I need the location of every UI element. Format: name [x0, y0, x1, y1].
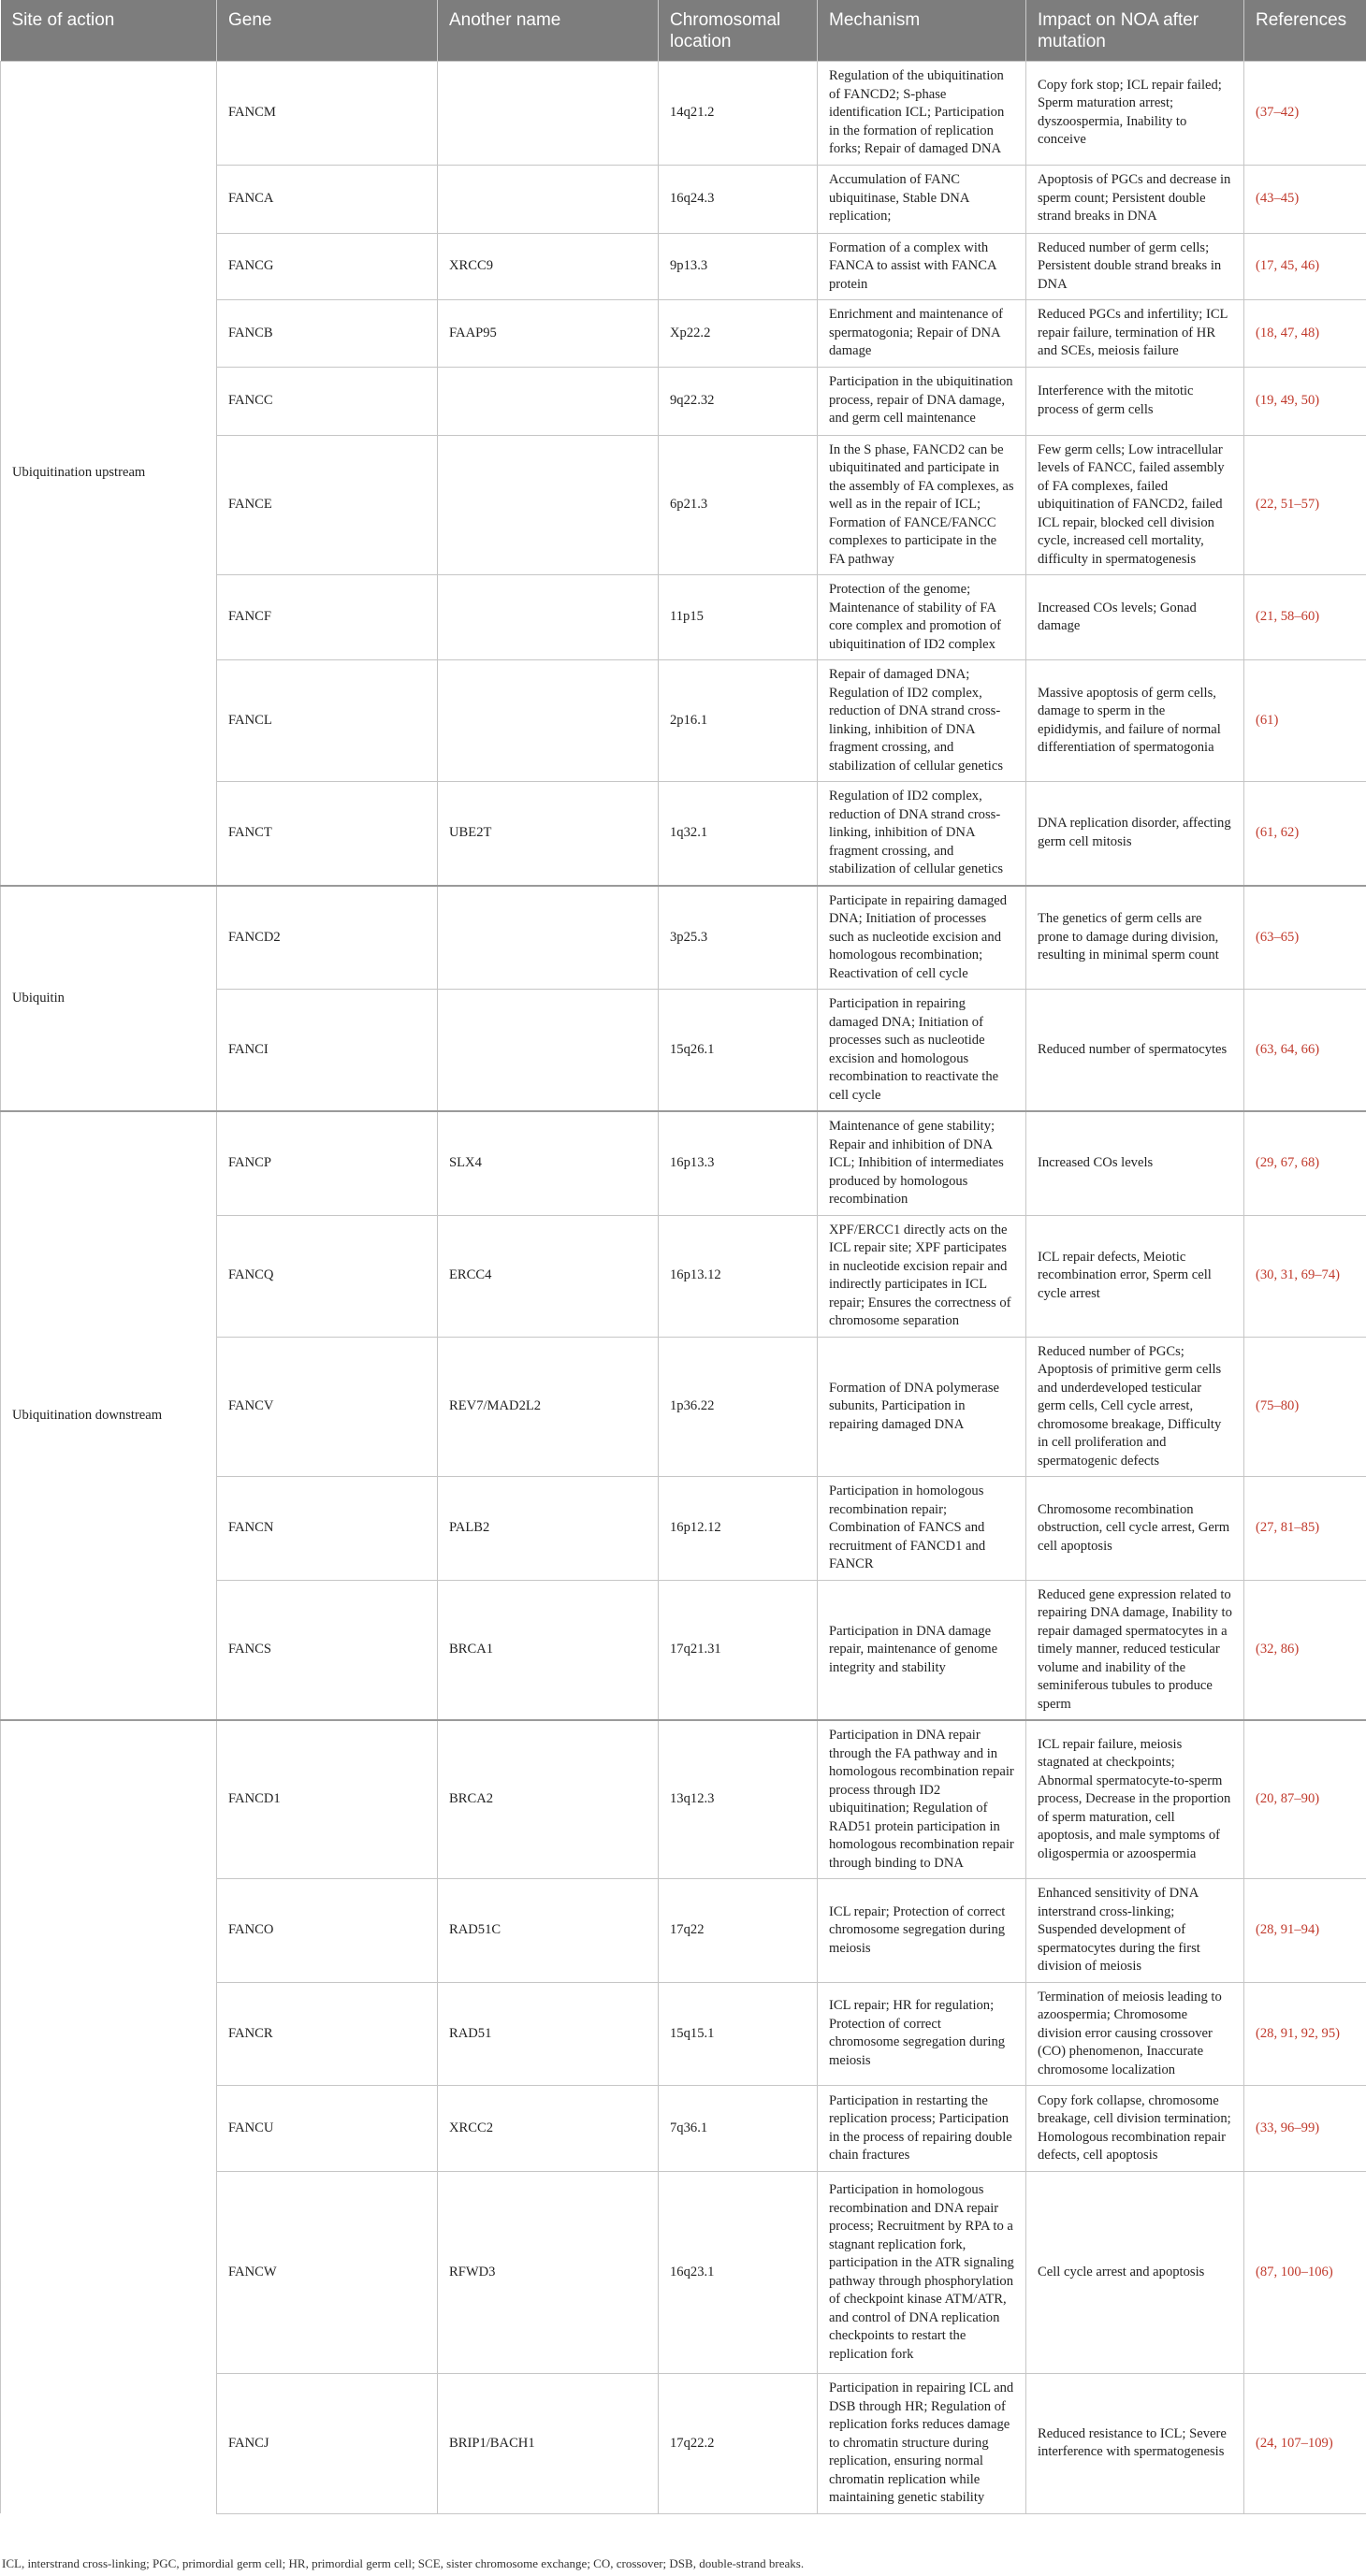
- impact-cell: Reduced number of spermatocytes: [1026, 990, 1244, 1112]
- site-of-action-cell: Ubiquitin: [1, 886, 217, 1112]
- location-cell: 17q22: [659, 1879, 818, 1983]
- gene-cell: FANCU: [217, 2086, 438, 2172]
- gene-cell: FANCA: [217, 165, 438, 233]
- mechanism-cell: Accumulation of FANC ubiquitinase, Stable DNA replication;: [818, 165, 1026, 233]
- another-name-cell: XRCC2: [438, 2086, 659, 2172]
- references-cell: (63, 64, 66): [1244, 990, 1366, 1112]
- table-footnote: ICL, interstrand cross-linking; PGC, primordial germ cell; HR, primordial germ cell; SCE, sister chromosome exchange; CO, crossover; DSB, double-strand breaks.: [2, 2556, 805, 2570]
- mechanism-cell: Participation in the ubiquitination process, repair of DNA damage, and germ cell maintenance: [818, 367, 1026, 435]
- mechanism-cell: Formation of a complex with FANCA to assist with FANCA protein: [818, 233, 1026, 300]
- table-row: [1, 62, 1366, 166]
- gene-cell: FANCI: [217, 990, 438, 1112]
- another-name-cell: [438, 990, 659, 1112]
- mechanism-cell: Participate in repairing damaged DNA; Initiation of processes such as nucleotide excision and homologous recombination; Reactivation of cell cycle: [818, 886, 1026, 990]
- references-cell: (28, 91–94): [1244, 1879, 1366, 1983]
- header-location: Chromosomal location: [659, 0, 818, 62]
- location-cell: 14q21.2: [659, 62, 818, 166]
- site-of-action-cell: Ubiquitination downstream: [1, 1111, 217, 1720]
- impact-cell: Reduced PGCs and infertility; ICL repair failure, termination of HR and SCEs, meiosis failure: [1026, 300, 1244, 368]
- location-cell: 15q26.1: [659, 990, 818, 1112]
- another-name-cell: BRIP1/BACH1: [438, 2374, 659, 2514]
- impact-cell: Reduced number of PGCs; Apoptosis of primitive germ cells and underdeveloped testicular germ cells, Cell cycle arrest, chromosome breakage, Difficulty in cell proliferation and spermatogenic defects: [1026, 1337, 1244, 1477]
- location-cell: 16p13.3: [659, 1111, 818, 1215]
- gene-cell: FANCQ: [217, 1215, 438, 1337]
- references-cell: (61, 62): [1244, 782, 1366, 886]
- another-name-cell: UBE2T: [438, 782, 659, 886]
- gene-cell: FANCN: [217, 1477, 438, 1581]
- gene-cell: FANCD1: [217, 1720, 438, 1879]
- another-name-cell: RAD51: [438, 1982, 659, 2086]
- impact-cell: Reduced resistance to ICL; Severe interference with spermatogenesis: [1026, 2374, 1244, 2514]
- mechanism-cell: In the S phase, FANCD2 can be ubiquitinated and participate in the assembly of FA complexes, as well as in the repair of ICL; Formation of FANCE/FANCC complexes to participate in the FA pathway: [818, 435, 1026, 575]
- header-another-name: Another name: [438, 0, 659, 62]
- table-row: [1, 1111, 1366, 1215]
- another-name-cell: BRCA1: [438, 1580, 659, 1720]
- another-name-cell: SLX4: [438, 1111, 659, 1215]
- location-cell: 16p13.12: [659, 1215, 818, 1337]
- mechanism-cell: Protection of the genome; Maintenance of stability of FA core complex and promotion of ubiquitination of ID2 complex: [818, 575, 1026, 660]
- impact-cell: ICL repair defects, Meiotic recombination error, Sperm cell cycle arrest: [1026, 1215, 1244, 1337]
- another-name-cell: BRCA2: [438, 1720, 659, 1879]
- impact-cell: Increased COs levels; Gonad damage: [1026, 575, 1244, 660]
- another-name-cell: XRCC9: [438, 233, 659, 300]
- impact-cell: Reduced number of germ cells; Persistent double strand breaks in DNA: [1026, 233, 1244, 300]
- impact-cell: Reduced gene expression related to repairing DNA damage, Inability to repair damaged spermatocytes in a timely manner, reduced testicular volume and inability of the seminiferous tubules to produce sperm: [1026, 1580, 1244, 1720]
- another-name-cell: [438, 62, 659, 166]
- another-name-cell: [438, 367, 659, 435]
- references-cell: (17, 45, 46): [1244, 233, 1366, 300]
- mechanism-cell: Enrichment and maintenance of spermatogonia; Repair of DNA damage: [818, 300, 1026, 368]
- location-cell: 7q36.1: [659, 2086, 818, 2172]
- location-cell: 16q24.3: [659, 165, 818, 233]
- gene-cell: FANCJ: [217, 2374, 438, 2514]
- gene-cell: FANCD2: [217, 886, 438, 990]
- another-name-cell: RFWD3: [438, 2172, 659, 2374]
- gene-cell: FANCW: [217, 2172, 438, 2374]
- references-cell: (29, 67, 68): [1244, 1111, 1366, 1215]
- mechanism-cell: Repair of damaged DNA; Regulation of ID2 complex, reduction of DNA strand cross-linking, inhibition of DNA fragment crossing, and stabilization of cellular genetics: [818, 660, 1026, 782]
- another-name-cell: [438, 660, 659, 782]
- another-name-cell: RAD51C: [438, 1879, 659, 1983]
- mechanism-cell: Regulation of ID2 complex, reduction of DNA strand cross-linking, inhibition of DNA fragment crossing, and stabilization of cellular genetics: [818, 782, 1026, 886]
- header-impact: Impact on NOA after mutation: [1026, 0, 1244, 62]
- gene-cell: FANCB: [217, 300, 438, 368]
- impact-cell: The genetics of germ cells are prone to damage during division, resulting in minimal sperm count: [1026, 886, 1244, 990]
- location-cell: 2p16.1: [659, 660, 818, 782]
- location-cell: 9q22.32: [659, 367, 818, 435]
- gene-cell: FANCL: [217, 660, 438, 782]
- location-cell: 9p13.3: [659, 233, 818, 300]
- header-mechanism: Mechanism: [818, 0, 1026, 62]
- mechanism-cell: Participation in DNA damage repair, maintenance of genome integrity and stability: [818, 1580, 1026, 1720]
- location-cell: 13q12.3: [659, 1720, 818, 1879]
- impact-cell: Apoptosis of PGCs and decrease in sperm count; Persistent double strand breaks in DNA: [1026, 165, 1244, 233]
- impact-cell: ICL repair failure, meiosis stagnated at checkpoints; Abnormal spermatocyte-to-sperm process, Decrease in the proportion of sperm maturation, cell apoptosis, and male symptoms of oligospermia or azoospermia: [1026, 1720, 1244, 1879]
- references-cell: (24, 107–109): [1244, 2374, 1366, 2514]
- location-cell: 11p15: [659, 575, 818, 660]
- gene-cell: FANCE: [217, 435, 438, 575]
- header-references: References: [1244, 0, 1366, 62]
- another-name-cell: [438, 886, 659, 990]
- gene-cell: FANCS: [217, 1580, 438, 1720]
- impact-cell: Cell cycle arrest and apoptosis: [1026, 2172, 1244, 2374]
- impact-cell: Copy fork collapse, chromosome breakage, cell division termination; Homologous recombination repair defects, cell apoptosis: [1026, 2086, 1244, 2172]
- impact-cell: Enhanced sensitivity of DNA interstrand cross-linking; Suspended development of spermatocytes during the first division of meiosis: [1026, 1879, 1244, 1983]
- references-cell: (19, 49, 50): [1244, 367, 1366, 435]
- references-cell: (18, 47, 48): [1244, 300, 1366, 368]
- table-body: [1, 62, 1366, 2514]
- header-gene: Gene: [217, 0, 438, 62]
- references-cell: (37–42): [1244, 62, 1366, 166]
- location-cell: 1p36.22: [659, 1337, 818, 1477]
- another-name-cell: REV7/MAD2L2: [438, 1337, 659, 1477]
- location-cell: 3p25.3: [659, 886, 818, 990]
- impact-cell: Massive apoptosis of germ cells, damage to sperm in the epididymis, and failure of normal differentiation of spermatogonia: [1026, 660, 1244, 782]
- gene-cell: FANCV: [217, 1337, 438, 1477]
- gene-cell: FANCM: [217, 62, 438, 166]
- gene-cell: FANCG: [217, 233, 438, 300]
- location-cell: 6p21.3: [659, 435, 818, 575]
- gene-cell: FANCP: [217, 1111, 438, 1215]
- gene-cell: FANCR: [217, 1982, 438, 2086]
- references-cell: (63–65): [1244, 886, 1366, 990]
- location-cell: 16p12.12: [659, 1477, 818, 1581]
- references-cell: (87, 100–106): [1244, 2172, 1366, 2374]
- references-cell: (28, 91, 92, 95): [1244, 1982, 1366, 2086]
- mechanism-cell: Participation in homologous recombination repair; Combination of FANCS and recruitment of FANCD1 and FANCR: [818, 1477, 1026, 1581]
- mechanism-cell: Participation in DNA repair through the FA pathway and in homologous recombination repair process through ID2 ubiquitination; Regulation of RAD51 protein participation in homologous recombination repair through binding to DNA: [818, 1720, 1026, 1879]
- references-cell: (22, 51–57): [1244, 435, 1366, 575]
- references-cell: (30, 31, 69–74): [1244, 1215, 1366, 1337]
- mechanism-cell: Participation in homologous recombination and DNA repair process; Recruitment by RPA to a stagnant replication fork, participation in the ATR signaling pathway through phosphorylation of checkpoint kinase ATM/ATR, and control of DNA replication checkpoints to restart the replication fork: [818, 2172, 1026, 2374]
- impact-cell: Termination of meiosis leading to azoospermia; Chromosome division error causing crossover (CO) phenomenon, Inaccurate chromosome localization: [1026, 1982, 1244, 2086]
- mechanism-cell: Participation in restarting the replication process; Participation in the process of repairing double chain fractures: [818, 2086, 1026, 2172]
- location-cell: 16q23.1: [659, 2172, 818, 2374]
- impact-cell: Increased COs levels: [1026, 1111, 1244, 1215]
- mechanism-cell: XPF/ERCC1 directly acts on the ICL repair site; XPF participates in nucleotide excision repair and indirectly participates in ICL repair; Ensures the correctness of chromosome separation: [818, 1215, 1026, 1337]
- location-cell: 15q15.1: [659, 1982, 818, 2086]
- location-cell: Xp22.2: [659, 300, 818, 368]
- mechanism-cell: Participation in repairing damaged DNA; Initiation of processes such as nucleotide excision and homologous recombination to reactivate the cell cycle: [818, 990, 1026, 1112]
- impact-cell: DNA replication disorder, affecting germ cell mitosis: [1026, 782, 1244, 886]
- another-name-cell: [438, 165, 659, 233]
- references-cell: (21, 58–60): [1244, 575, 1366, 660]
- mechanism-cell: Regulation of the ubiquitination of FANCD2; S-phase identification ICL; Participation in the formation of replication forks; Repair of damaged DNA: [818, 62, 1026, 166]
- gene-cell: FANCF: [217, 575, 438, 660]
- another-name-cell: FAAP95: [438, 300, 659, 368]
- impact-cell: Few germ cells; Low intracellular levels of FANCC, failed assembly of FA complexes, failed ubiquitination of FANCD2, failed ICL repair, blocked cell division cycle, increased cell mortality, difficulty in spermatogenesis: [1026, 435, 1244, 575]
- mechanism-cell: Maintenance of gene stability; Repair and inhibition of DNA ICL; Inhibition of intermediates produced by homologous recombination: [818, 1111, 1026, 1215]
- site-of-action-cell: Ubiquitination upstream: [1, 62, 217, 886]
- gene-cell: FANCT: [217, 782, 438, 886]
- gene-cell: FANCO: [217, 1879, 438, 1983]
- another-name-cell: PALB2: [438, 1477, 659, 1581]
- mechanism-cell: Participation in repairing ICL and DSB through HR; Regulation of replication forks reduces damage to chromatin structure during replication, ensuring normal chromatin replication while maintaining genetic stability: [818, 2374, 1026, 2514]
- mechanism-cell: ICL repair; Protection of correct chromosome segregation during meiosis: [818, 1879, 1026, 1983]
- impact-cell: Copy fork stop; ICL repair failed; Sperm maturation arrest; dyszoospermia, Inability to conceive: [1026, 62, 1244, 166]
- gene-cell: FANCC: [217, 367, 438, 435]
- location-cell: 17q21.31: [659, 1580, 818, 1720]
- references-cell: (32, 86): [1244, 1580, 1366, 1720]
- mechanism-cell: Formation of DNA polymerase subunits, Participation in repairing damaged DNA: [818, 1337, 1026, 1477]
- references-cell: (43–45): [1244, 165, 1366, 233]
- references-cell: (33, 96–99): [1244, 2086, 1366, 2172]
- header-row: [1, 0, 1366, 62]
- impact-cell: Interference with the mitotic process of germ cells: [1026, 367, 1244, 435]
- table-row: [1, 886, 1366, 990]
- references-cell: (27, 81–85): [1244, 1477, 1366, 1581]
- another-name-cell: [438, 435, 659, 575]
- another-name-cell: [438, 575, 659, 660]
- location-cell: 1q32.1: [659, 782, 818, 886]
- references-cell: (75–80): [1244, 1337, 1366, 1477]
- another-name-cell: ERCC4: [438, 1215, 659, 1337]
- mechanism-cell: ICL repair; HR for regulation; Protection of correct chromosome segregation during meiosis: [818, 1982, 1026, 2086]
- impact-cell: Chromosome recombination obstruction, cell cycle arrest, Germ cell apoptosis: [1026, 1477, 1244, 1581]
- site-of-action-cell: [1, 1720, 217, 2513]
- location-cell: 17q22.2: [659, 2374, 818, 2514]
- references-cell: (61): [1244, 660, 1366, 782]
- table-row: [1, 1720, 1366, 1879]
- header-site: Site of action: [1, 0, 217, 62]
- references-cell: (20, 87–90): [1244, 1720, 1366, 1879]
